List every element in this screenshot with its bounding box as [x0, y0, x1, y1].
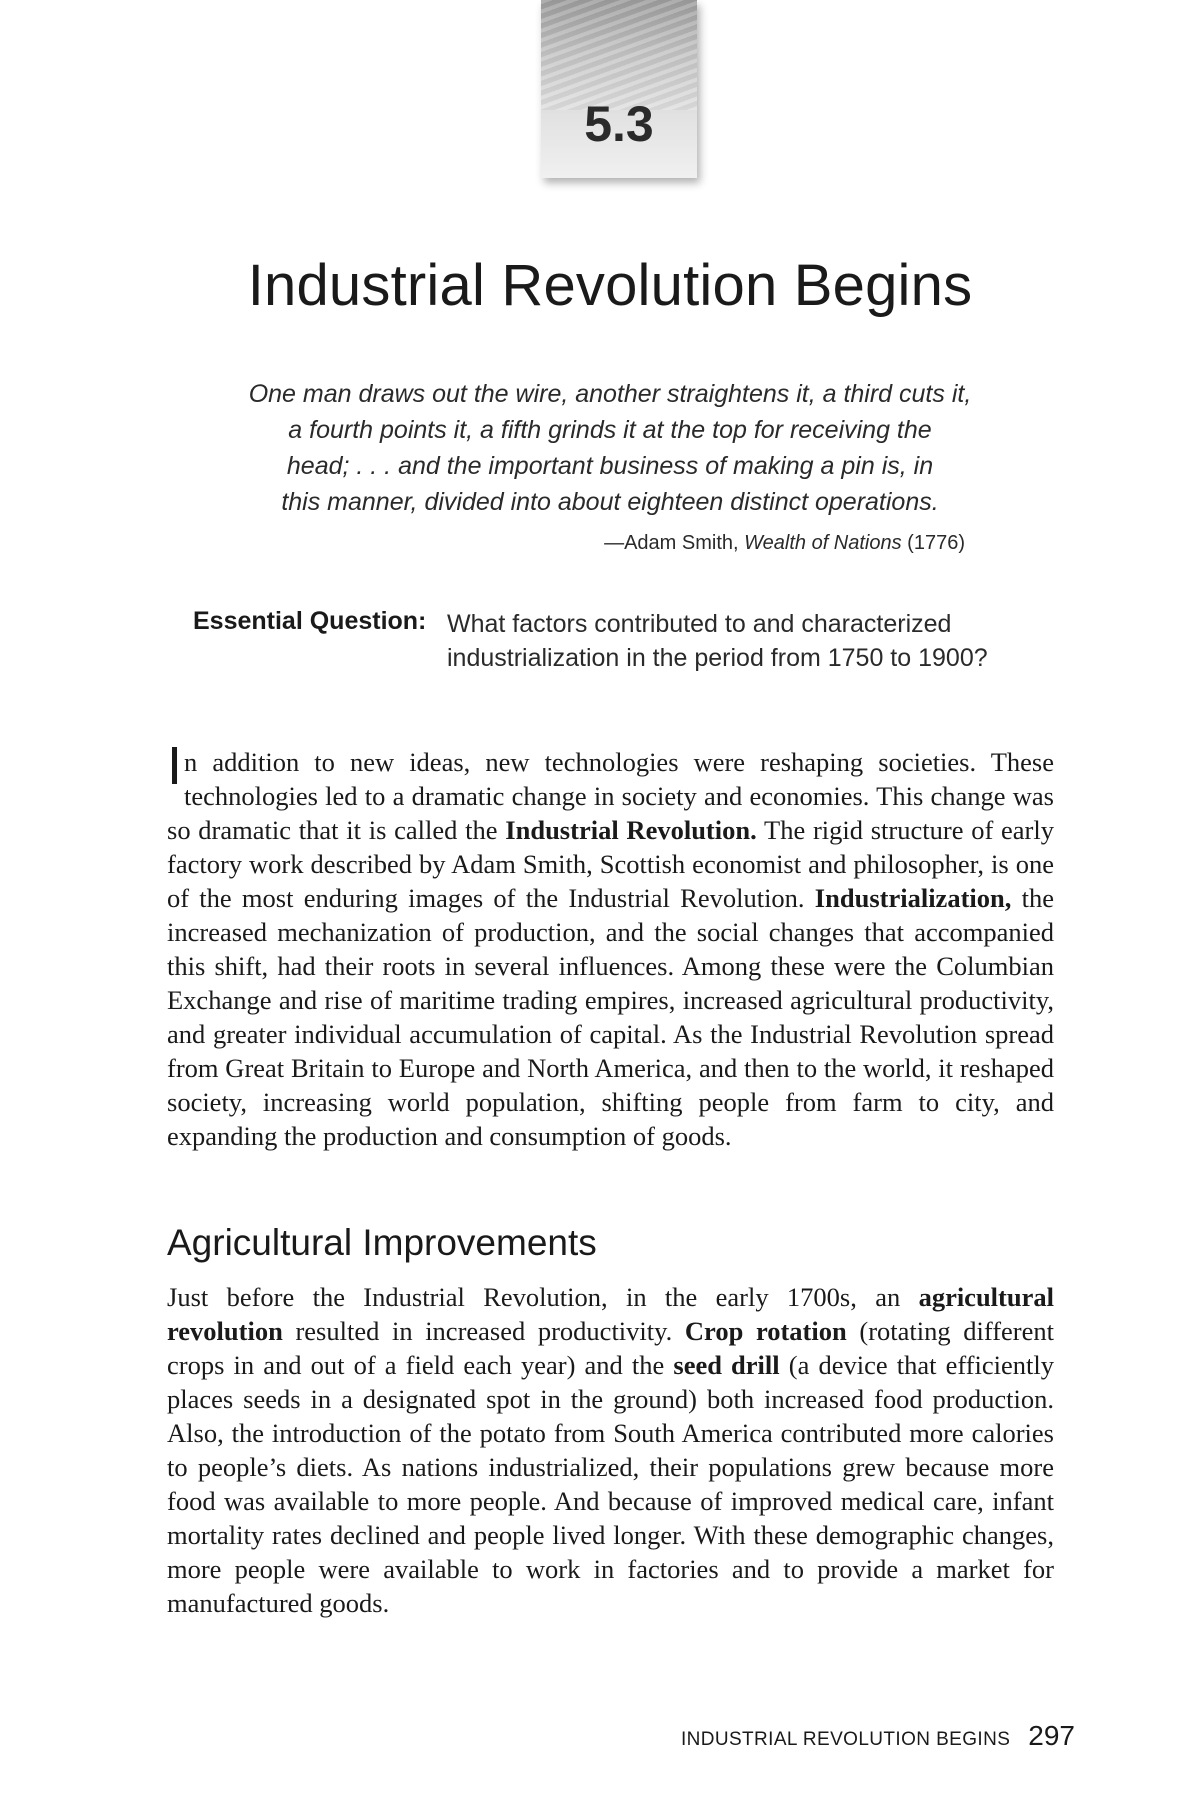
intro-text: n addition to new ideas, new technologies were reshaping societies. These technologies led to a dramatic change in society and economies. This change was so dramatic that it is called the — [167, 747, 1054, 845]
term-industrialization: Industrialization, — [814, 883, 1012, 913]
term-crop-rotation: Crop rotation — [684, 1316, 847, 1346]
attribution-author: —Adam Smith, — [604, 532, 745, 554]
attribution-year: (1776) — [901, 532, 965, 554]
term-agricultural-revolution: agricultural revolution — [167, 1282, 1054, 1346]
epigraph-attribution — [604, 532, 965, 555]
section-number-tab — [541, 0, 697, 178]
ag-text: (a device that efficiently places seeds in a designated spot in the ground) both increased food production. Also, the introduction of the potato from South America contributed more calories to people’s diets. As nations industrialized, their populations grew because more food was available to more people. And because of improved medical care, infant mortality rates declined and people lived longer. With these demographic changes, more people were available to work in factories and to provide a market for manufactured goods. — [167, 1350, 1054, 1618]
epigraph-line: One man draws out the wire, another straightens it, a third cuts it, — [248, 380, 972, 408]
section-heading: Agricultural Improvements — [167, 1222, 597, 1263]
attribution-work: Wealth of Nations — [744, 532, 902, 554]
ag-text: (rotating different crops in and out of a field each year) and the — [167, 1316, 1054, 1380]
epigraph-line: head; . . . and the important business of making a pin is, in — [286, 452, 934, 480]
intro-paragraph — [167, 736, 1054, 1153]
page-number: 297 — [1028, 1720, 1075, 1751]
page-footer — [681, 1720, 1075, 1752]
term-seed-drill: seed drill — [673, 1350, 780, 1380]
chapter-title: Industrial Revolution Begins — [247, 253, 973, 318]
essential-question-line: What factors contributed to and characterized — [447, 610, 952, 638]
intro-text: the increased mechanization of production, and the social changes that accompanied this shift, had their roots in several influences. Among these were the Columbian Exchange and rise of maritime trading empires, increased agricultural productivity, and greater individual accumulation of capital. As the Industrial Revolution spread from Great Britain to Europe and North America, and then to the world, it reshaped society, increasing world population, shifting people from farm to city, and expanding the production and consumption of goods. — [167, 883, 1054, 1151]
essential-question-text — [447, 607, 1027, 675]
tab-texture — [541, 0, 697, 110]
ag-text: resulted in increased productivity. — [282, 1316, 685, 1346]
epigraph-line: this manner, divided into about eighteen distinct operations. — [281, 488, 939, 516]
running-head: INDUSTRIAL REVOLUTION BEGINS — [680, 1729, 1011, 1750]
intro-text: The rigid structure of early factory work described by Adam Smith, Scottish economist and philosopher, is one of the most enduring images of the Industrial Revolution. — [167, 815, 1054, 913]
ag-text: Just before the Industrial Revolution, in the early 1700s, an — [167, 1282, 919, 1312]
epigraph-line: a fourth points it, a fifth grinds it at the top for receiving the — [288, 416, 932, 444]
section-number: 5.3 — [584, 96, 654, 152]
essential-question-line: industrialization in the period from 1750 to 1900? — [447, 644, 988, 672]
term-industrial-revolution: Industrial Revolution. — [505, 815, 757, 845]
agriculture-paragraph — [167, 1280, 1054, 1620]
essential-question-label: Essential Question: — [193, 607, 427, 635]
epigraph — [200, 376, 1020, 520]
drop-cap: I — [167, 736, 183, 796]
